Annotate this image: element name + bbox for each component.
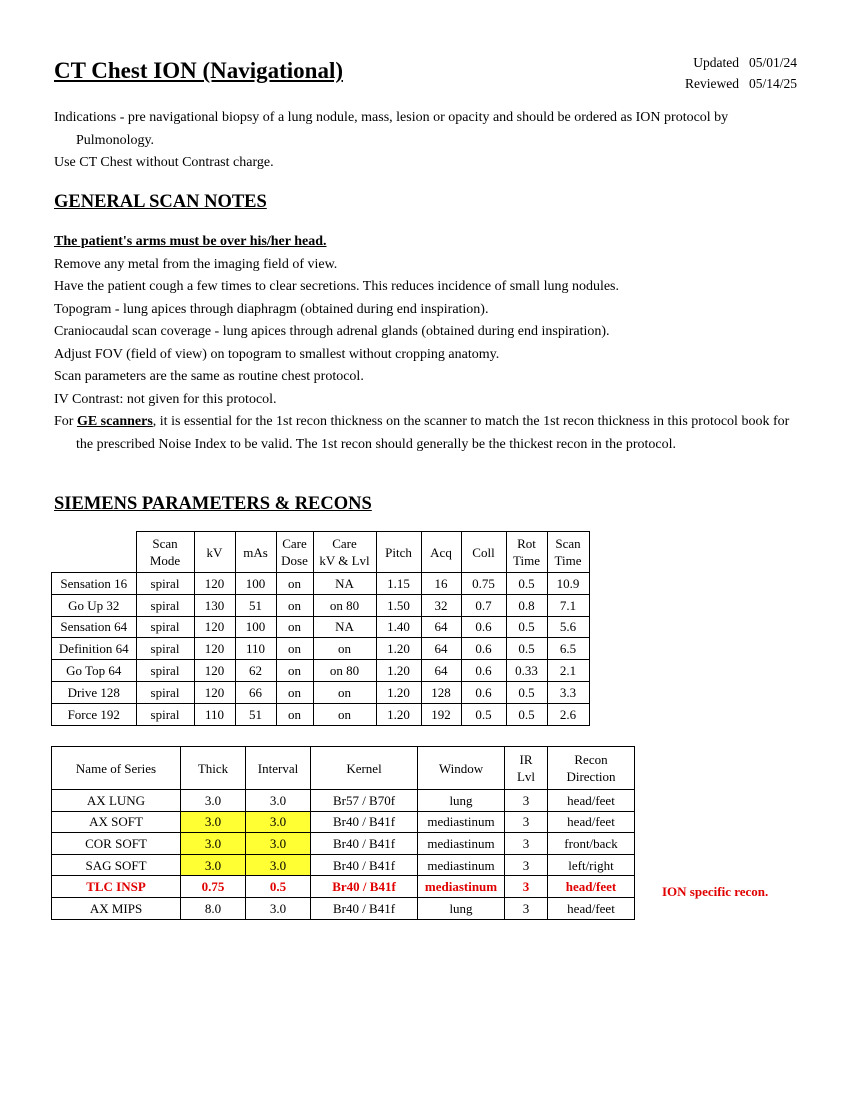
params-row: [52, 681, 590, 703]
params-col-header: Rot Time: [506, 532, 547, 573]
fov-note: Adjust FOV (field of view) on topogram to smallest without cropping anatomy.: [54, 346, 500, 362]
scanner-name: Go Top 64: [52, 660, 137, 682]
recon-cell: head/feet: [548, 811, 635, 833]
recon-cell: mediastinum: [418, 876, 505, 898]
params-cell: 0.5: [506, 616, 547, 638]
params-cell: 2.6: [547, 703, 589, 725]
params-cell: on 80: [313, 660, 376, 682]
recon-cell: 3.0: [181, 790, 246, 812]
params-col-header: Acq: [421, 532, 461, 573]
params-cell: 120: [194, 616, 235, 638]
params-cell: 51: [235, 594, 276, 616]
recon-cell: mediastinum: [418, 833, 505, 855]
recon-col-header: Name of Series: [52, 747, 181, 790]
revision-dates: [685, 52, 797, 94]
recon-cell: front/back: [548, 833, 635, 855]
params-cell: 0.7: [461, 594, 506, 616]
coverage-note: Craniocaudal scan coverage - lung apices through adrenal glands (obtained during end inspiration).: [54, 324, 610, 339]
params-cell: on: [276, 681, 313, 703]
params-cell: 16: [421, 573, 461, 595]
recon-cell: 3: [505, 833, 548, 855]
params-cell: 100: [235, 573, 276, 595]
params-col-header: kV: [194, 532, 235, 573]
reviewed-date: 05/14/25: [748, 76, 797, 91]
params-cell: 1.20: [376, 681, 421, 703]
recon-cell: lung: [418, 897, 505, 919]
params-cell: spiral: [136, 573, 194, 595]
params-row: [52, 616, 590, 638]
params-row: [52, 703, 590, 725]
topogram-note: Topogram - lung apices through diaphragm (obtained during end inspiration).: [54, 301, 489, 317]
recon-row: [52, 876, 635, 898]
params-cell: NA: [313, 573, 376, 595]
params-cell: on: [276, 594, 313, 616]
recon-cell: 3.0: [181, 811, 246, 833]
recon-cell: 3.0: [181, 854, 246, 876]
recons-table: [51, 746, 635, 920]
general-notes-heading: GENERAL SCAN NOTES: [54, 192, 267, 212]
params-cell: 0.5: [461, 703, 506, 725]
params-cell: 1.15: [376, 573, 421, 595]
params-cell: 1.20: [376, 703, 421, 725]
series-name: AX LUNG: [52, 790, 181, 812]
series-name: COR SOFT: [52, 833, 181, 855]
params-cell: on: [276, 573, 313, 595]
params-cell: spiral: [136, 660, 194, 682]
recon-row: [52, 897, 635, 919]
params-col-header: Care kV & Lvl: [313, 532, 376, 573]
params-cell: 192: [421, 703, 461, 725]
params-cell: on: [276, 703, 313, 725]
recon-cell: head/feet: [548, 897, 635, 919]
params-cell: spiral: [136, 594, 194, 616]
params-cell: spiral: [136, 703, 194, 725]
scanner-name: Go Up 32: [52, 594, 137, 616]
recon-col-header: Thick: [181, 747, 246, 790]
params-cell: 2.1: [547, 660, 589, 682]
recon-cell: 3.0: [246, 790, 311, 812]
params-cell: spiral: [136, 638, 194, 660]
params-cell: 110: [235, 638, 276, 660]
recon-col-header: Window: [418, 747, 505, 790]
params-note: Scan parameters are the same as routine chest protocol.: [54, 369, 364, 384]
params-cell: on: [313, 703, 376, 725]
recon-cell: head/feet: [548, 876, 635, 898]
recon-cell: 3.0: [246, 811, 311, 833]
siemens-heading: SIEMENS PARAMETERS & RECONS: [54, 494, 372, 514]
params-cell: 130: [194, 594, 235, 616]
params-cell: 0.6: [461, 660, 506, 682]
params-cell: 0.5: [506, 638, 547, 660]
scanner-name: Drive 128: [52, 681, 137, 703]
params-cell: 120: [194, 638, 235, 660]
recon-cell: head/feet: [548, 790, 635, 812]
contrast-note: IV Contrast: not given for this protocol.: [54, 391, 277, 407]
params-cell: 120: [194, 681, 235, 703]
recon-cell: 3: [505, 811, 548, 833]
params-cell: 0.5: [506, 703, 547, 725]
recon-col-header: Interval: [246, 747, 311, 790]
recon-cell: 3.0: [246, 833, 311, 855]
recon-cell: 3.0: [246, 897, 311, 919]
params-cell: 120: [194, 660, 235, 682]
recon-col-header: Recon Direction: [548, 747, 635, 790]
recon-cell: Br40 / B41f: [311, 854, 418, 876]
params-cell: 64: [421, 660, 461, 682]
params-cell: spiral: [136, 681, 194, 703]
params-cell: 0.75: [461, 573, 506, 595]
recon-cell: 8.0: [181, 897, 246, 919]
params-col-header: Pitch: [376, 532, 421, 573]
params-row: [52, 573, 590, 595]
params-cell: 1.20: [376, 638, 421, 660]
params-cell: 0.5: [506, 681, 547, 703]
params-cell: 64: [421, 638, 461, 660]
reviewed-label: Reviewed: [685, 76, 739, 91]
recon-col-header: IR Lvl: [505, 747, 548, 790]
params-cell: 3.3: [547, 681, 589, 703]
recon-cell: 3.0: [246, 854, 311, 876]
params-cell: on: [276, 660, 313, 682]
recon-cell: 0.75: [181, 876, 246, 898]
recon-row: [52, 854, 635, 876]
params-cell: 5.6: [547, 616, 589, 638]
recon-col-header: Kernel: [311, 747, 418, 790]
recon-cell: Br40 / B41f: [311, 833, 418, 855]
params-col-header: mAs: [235, 532, 276, 573]
ge-scanners-link: GE scanners: [76, 414, 153, 429]
params-row: [52, 660, 590, 682]
params-cell: 64: [421, 616, 461, 638]
recon-cell: Br57 / B70f: [311, 790, 418, 812]
params-cell: 120: [194, 573, 235, 595]
indications-text: Indications - pre navigational biopsy of a lung nodule, mass, lesion or opacity and should be ordered as ION protocol by Pulmonology.: [54, 110, 729, 148]
recon-cell: 3: [505, 790, 548, 812]
params-cell: NA: [313, 616, 376, 638]
recon-cell: lung: [418, 790, 505, 812]
recon-cell: mediastinum: [418, 811, 505, 833]
ion-specific-note: ION specific recon.: [662, 884, 769, 899]
params-cell: 1.20: [376, 660, 421, 682]
series-name: TLC INSP: [52, 876, 181, 898]
recon-cell: 3: [505, 854, 548, 876]
recon-cell: Br40 / B41f: [311, 876, 418, 898]
params-cell: on: [276, 616, 313, 638]
params-col-header: Scan Mode: [136, 532, 194, 573]
scanner-name: Sensation 16: [52, 573, 137, 595]
params-cell: 0.6: [461, 616, 506, 638]
params-cell: 32: [421, 594, 461, 616]
blank-corner: [52, 532, 137, 573]
recon-cell: 3: [505, 897, 548, 919]
scanner-name: Force 192: [52, 703, 137, 725]
recon-row: [52, 790, 635, 812]
updated-label: Updated: [693, 55, 739, 70]
params-cell: 7.1: [547, 594, 589, 616]
updated-date: 05/01/24: [748, 55, 797, 70]
params-cell: 0.33: [506, 660, 547, 682]
general-notes: [54, 231, 794, 456]
params-cell: 66: [235, 681, 276, 703]
recon-cell: mediastinum: [418, 854, 505, 876]
params-cell: 1.40: [376, 616, 421, 638]
recon-cell: 3: [505, 876, 548, 898]
params-col-header: Coll: [461, 532, 506, 573]
params-cell: on: [313, 681, 376, 703]
cough-note: Have the patient cough a few times to clear secretions. This reduces incidence of small lung nodules.: [54, 279, 620, 294]
params-cell: 128: [421, 681, 461, 703]
params-header-row: [52, 532, 590, 573]
charge-text: Use CT Chest without Contrast charge.: [54, 155, 274, 170]
params-cell: 0.6: [461, 638, 506, 660]
params-cell: 1.50: [376, 594, 421, 616]
params-cell: on: [276, 638, 313, 660]
params-cell: 10.9: [547, 573, 589, 595]
params-cell: on 80: [313, 594, 376, 616]
page-title: CT Chest ION (Navigational): [54, 58, 344, 83]
params-cell: 51: [235, 703, 276, 725]
params-cell: on: [313, 638, 376, 660]
scanner-name: Definition 64: [52, 638, 137, 660]
params-cell: spiral: [136, 616, 194, 638]
series-name: SAG SOFT: [52, 854, 181, 876]
params-cell: 110: [194, 703, 235, 725]
intro-section: [54, 107, 794, 175]
scanner-name: Sensation 64: [52, 616, 137, 638]
series-name: AX SOFT: [52, 811, 181, 833]
recon-row: [52, 833, 635, 855]
params-col-header: Scan Time: [547, 532, 589, 573]
params-cell: 0.8: [506, 594, 547, 616]
params-cell: 100: [235, 616, 276, 638]
metal-note: Remove any metal from the imaging field of view.: [54, 256, 338, 272]
series-name: AX MIPS: [52, 897, 181, 919]
ge-note: For GE scanners, it is essential for the 1st recon thickness on the scanner to match the 1st recon thickness in this protocol book for the prescribed Noise Index to be valid. The 1st recon should generally be the thickest recon in the protocol.: [54, 414, 790, 452]
recon-cell: 0.5: [246, 876, 311, 898]
params-row: [52, 594, 590, 616]
params-row: [52, 638, 590, 660]
recon-header-row: [52, 747, 635, 790]
params-cell: 0.5: [506, 573, 547, 595]
params-cell: 6.5: [547, 638, 589, 660]
arms-note: The patient's arms must be over his/her head.: [54, 234, 327, 249]
recon-cell: Br40 / B41f: [311, 811, 418, 833]
recon-row: [52, 811, 635, 833]
recon-cell: 3.0: [181, 833, 246, 855]
params-cell: 0.6: [461, 681, 506, 703]
params-col-header: Care Dose: [276, 532, 313, 573]
params-cell: 62: [235, 660, 276, 682]
scan-parameters-table: [51, 531, 590, 726]
recon-cell: Br40 / B41f: [311, 897, 418, 919]
recon-cell: left/right: [548, 854, 635, 876]
